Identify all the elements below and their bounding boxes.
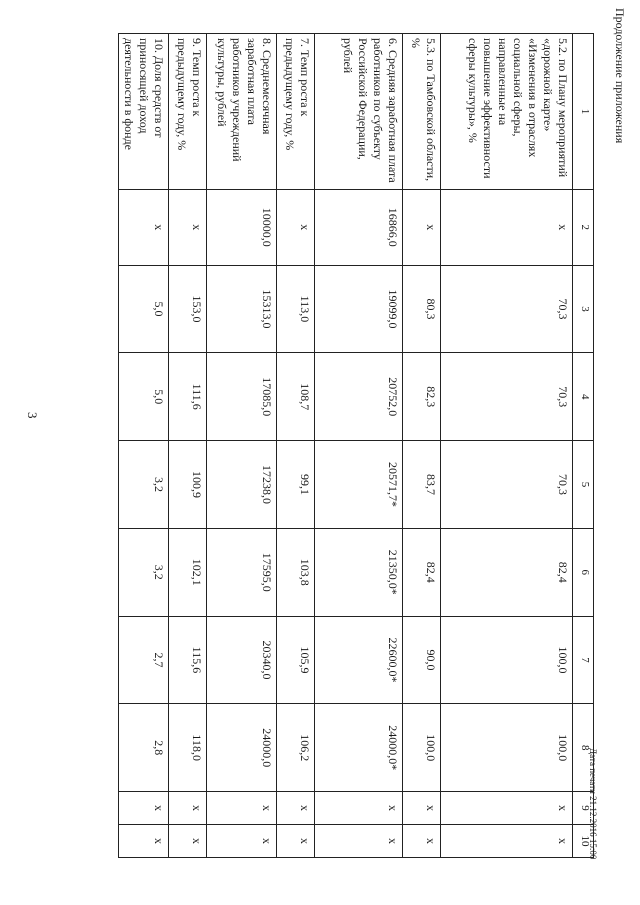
header-cell: 2: [573, 190, 594, 266]
table-cell: 21350,0*: [315, 528, 403, 616]
header-cell: 4: [573, 353, 594, 441]
table-cell: 24000,0*: [315, 704, 403, 792]
table-cell: 100,0: [441, 616, 573, 704]
header-cell: 7: [573, 616, 594, 704]
table-cell: 90,0: [403, 616, 441, 704]
table-cell: x: [403, 792, 441, 825]
table-cell: 70,3: [441, 265, 573, 353]
table-cell: 108,7: [277, 353, 315, 441]
table-cell: 3,2: [119, 441, 169, 529]
table-cell: x: [277, 792, 315, 825]
table-cell: 15313,0: [207, 265, 277, 353]
table-cell: 82,4: [441, 528, 573, 616]
table-row: [315, 34, 403, 858]
table-row: [441, 34, 573, 858]
print-date: Дата печати 21.12.2016 15:00: [588, 748, 598, 860]
table-cell: 20571,7*: [315, 441, 403, 529]
table-cell: x: [169, 792, 207, 825]
table-row: [119, 34, 169, 858]
table-cell: x: [119, 824, 169, 857]
table-cell: x: [441, 190, 573, 266]
table-row: [277, 34, 315, 858]
table-cell: 105,9: [277, 616, 315, 704]
continuation-label: Продолжение приложения: [613, 8, 627, 144]
table-cell: 17085,0: [207, 353, 277, 441]
table-cell: 82,3: [403, 353, 441, 441]
row-label: 9. Темп роста к предыдущему году, %: [169, 34, 207, 190]
table-cell: x: [277, 190, 315, 266]
table-cell: 17595,0: [207, 528, 277, 616]
table-cell: x: [403, 824, 441, 857]
table-cell: 17238,0: [207, 441, 277, 529]
table-cell: x: [119, 792, 169, 825]
header-cell: 9: [573, 792, 594, 825]
table-cell: x: [119, 190, 169, 266]
header-cell: 5: [573, 441, 594, 529]
table-cell: 5,0: [119, 353, 169, 441]
table-cell: 19099,0: [315, 265, 403, 353]
table-cell: 100,0: [403, 704, 441, 792]
table-cell: 3,2: [119, 528, 169, 616]
rotated-table-container: [104, 33, 594, 858]
table-cell: 10000,0: [207, 190, 277, 266]
page-number: 3: [25, 412, 40, 419]
table-cell: 24000,0: [207, 704, 277, 792]
table-cell: 118,0: [169, 704, 207, 792]
table-cell: 100,9: [169, 441, 207, 529]
table-cell: 99,1: [277, 441, 315, 529]
table-cell: 102,1: [169, 528, 207, 616]
table-cell: 5,0: [119, 265, 169, 353]
table-cell: x: [315, 824, 403, 857]
table-row: [403, 34, 441, 858]
table-cell: 115,6: [169, 616, 207, 704]
table-cell: 70,3: [441, 441, 573, 529]
table-cell: x: [207, 824, 277, 857]
table-cell: x: [169, 824, 207, 857]
table-cell: x: [169, 190, 207, 266]
header-row: [573, 34, 594, 858]
header-cell: 6: [573, 528, 594, 616]
table-cell: 103,8: [277, 528, 315, 616]
table-cell: x: [207, 792, 277, 825]
table-cell: x: [403, 190, 441, 266]
table-cell: x: [441, 792, 573, 825]
table-cell: 82,4: [403, 528, 441, 616]
table-row: [207, 34, 277, 858]
row-label: 8. Среднемесячная заработная плата работников учреждений культуры, рублей: [207, 34, 277, 190]
table-cell: x: [277, 824, 315, 857]
table-cell: 80,3: [403, 265, 441, 353]
table-cell: 20752,0: [315, 353, 403, 441]
table-cell: 111,6: [169, 353, 207, 441]
table-cell: 106,2: [277, 704, 315, 792]
row-label: 5.2. по Плану мероприятий «дорожной карте» «Изменения в отраслях социальной сферы, направленные на повышение эффективности сферы культуры», %: [441, 34, 573, 190]
table-cell: 153,0: [169, 265, 207, 353]
table-cell: 113,0: [277, 265, 315, 353]
header-cell: 8: [573, 704, 594, 792]
row-label: 6. Средняя заработная плата работников по субъекту Российской Федерации, рублей: [315, 34, 403, 190]
row-label: 10. Доля средств от приносящей доход деятельности в фонде: [119, 34, 169, 190]
header-cell: 3: [573, 265, 594, 353]
header-cell: 1: [573, 34, 594, 190]
header-cell: 10: [573, 824, 594, 857]
table-cell: 70,3: [441, 353, 573, 441]
table-cell: x: [315, 792, 403, 825]
table-row: [169, 34, 207, 858]
row-label: 7. Темп роста к предыдущему году, %: [277, 34, 315, 190]
table-cell: 83,7: [403, 441, 441, 529]
table-cell: x: [441, 824, 573, 857]
table-cell: 20340,0: [207, 616, 277, 704]
table-cell: 22600,0*: [315, 616, 403, 704]
data-table: [118, 33, 594, 858]
table-cell: 16866,0: [315, 190, 403, 266]
table-cell: 2,8: [119, 704, 169, 792]
table-cell: 2,7: [119, 616, 169, 704]
row-label: 5.3. по Тамбовской области, %: [403, 34, 441, 190]
table-cell: 100,0: [441, 704, 573, 792]
